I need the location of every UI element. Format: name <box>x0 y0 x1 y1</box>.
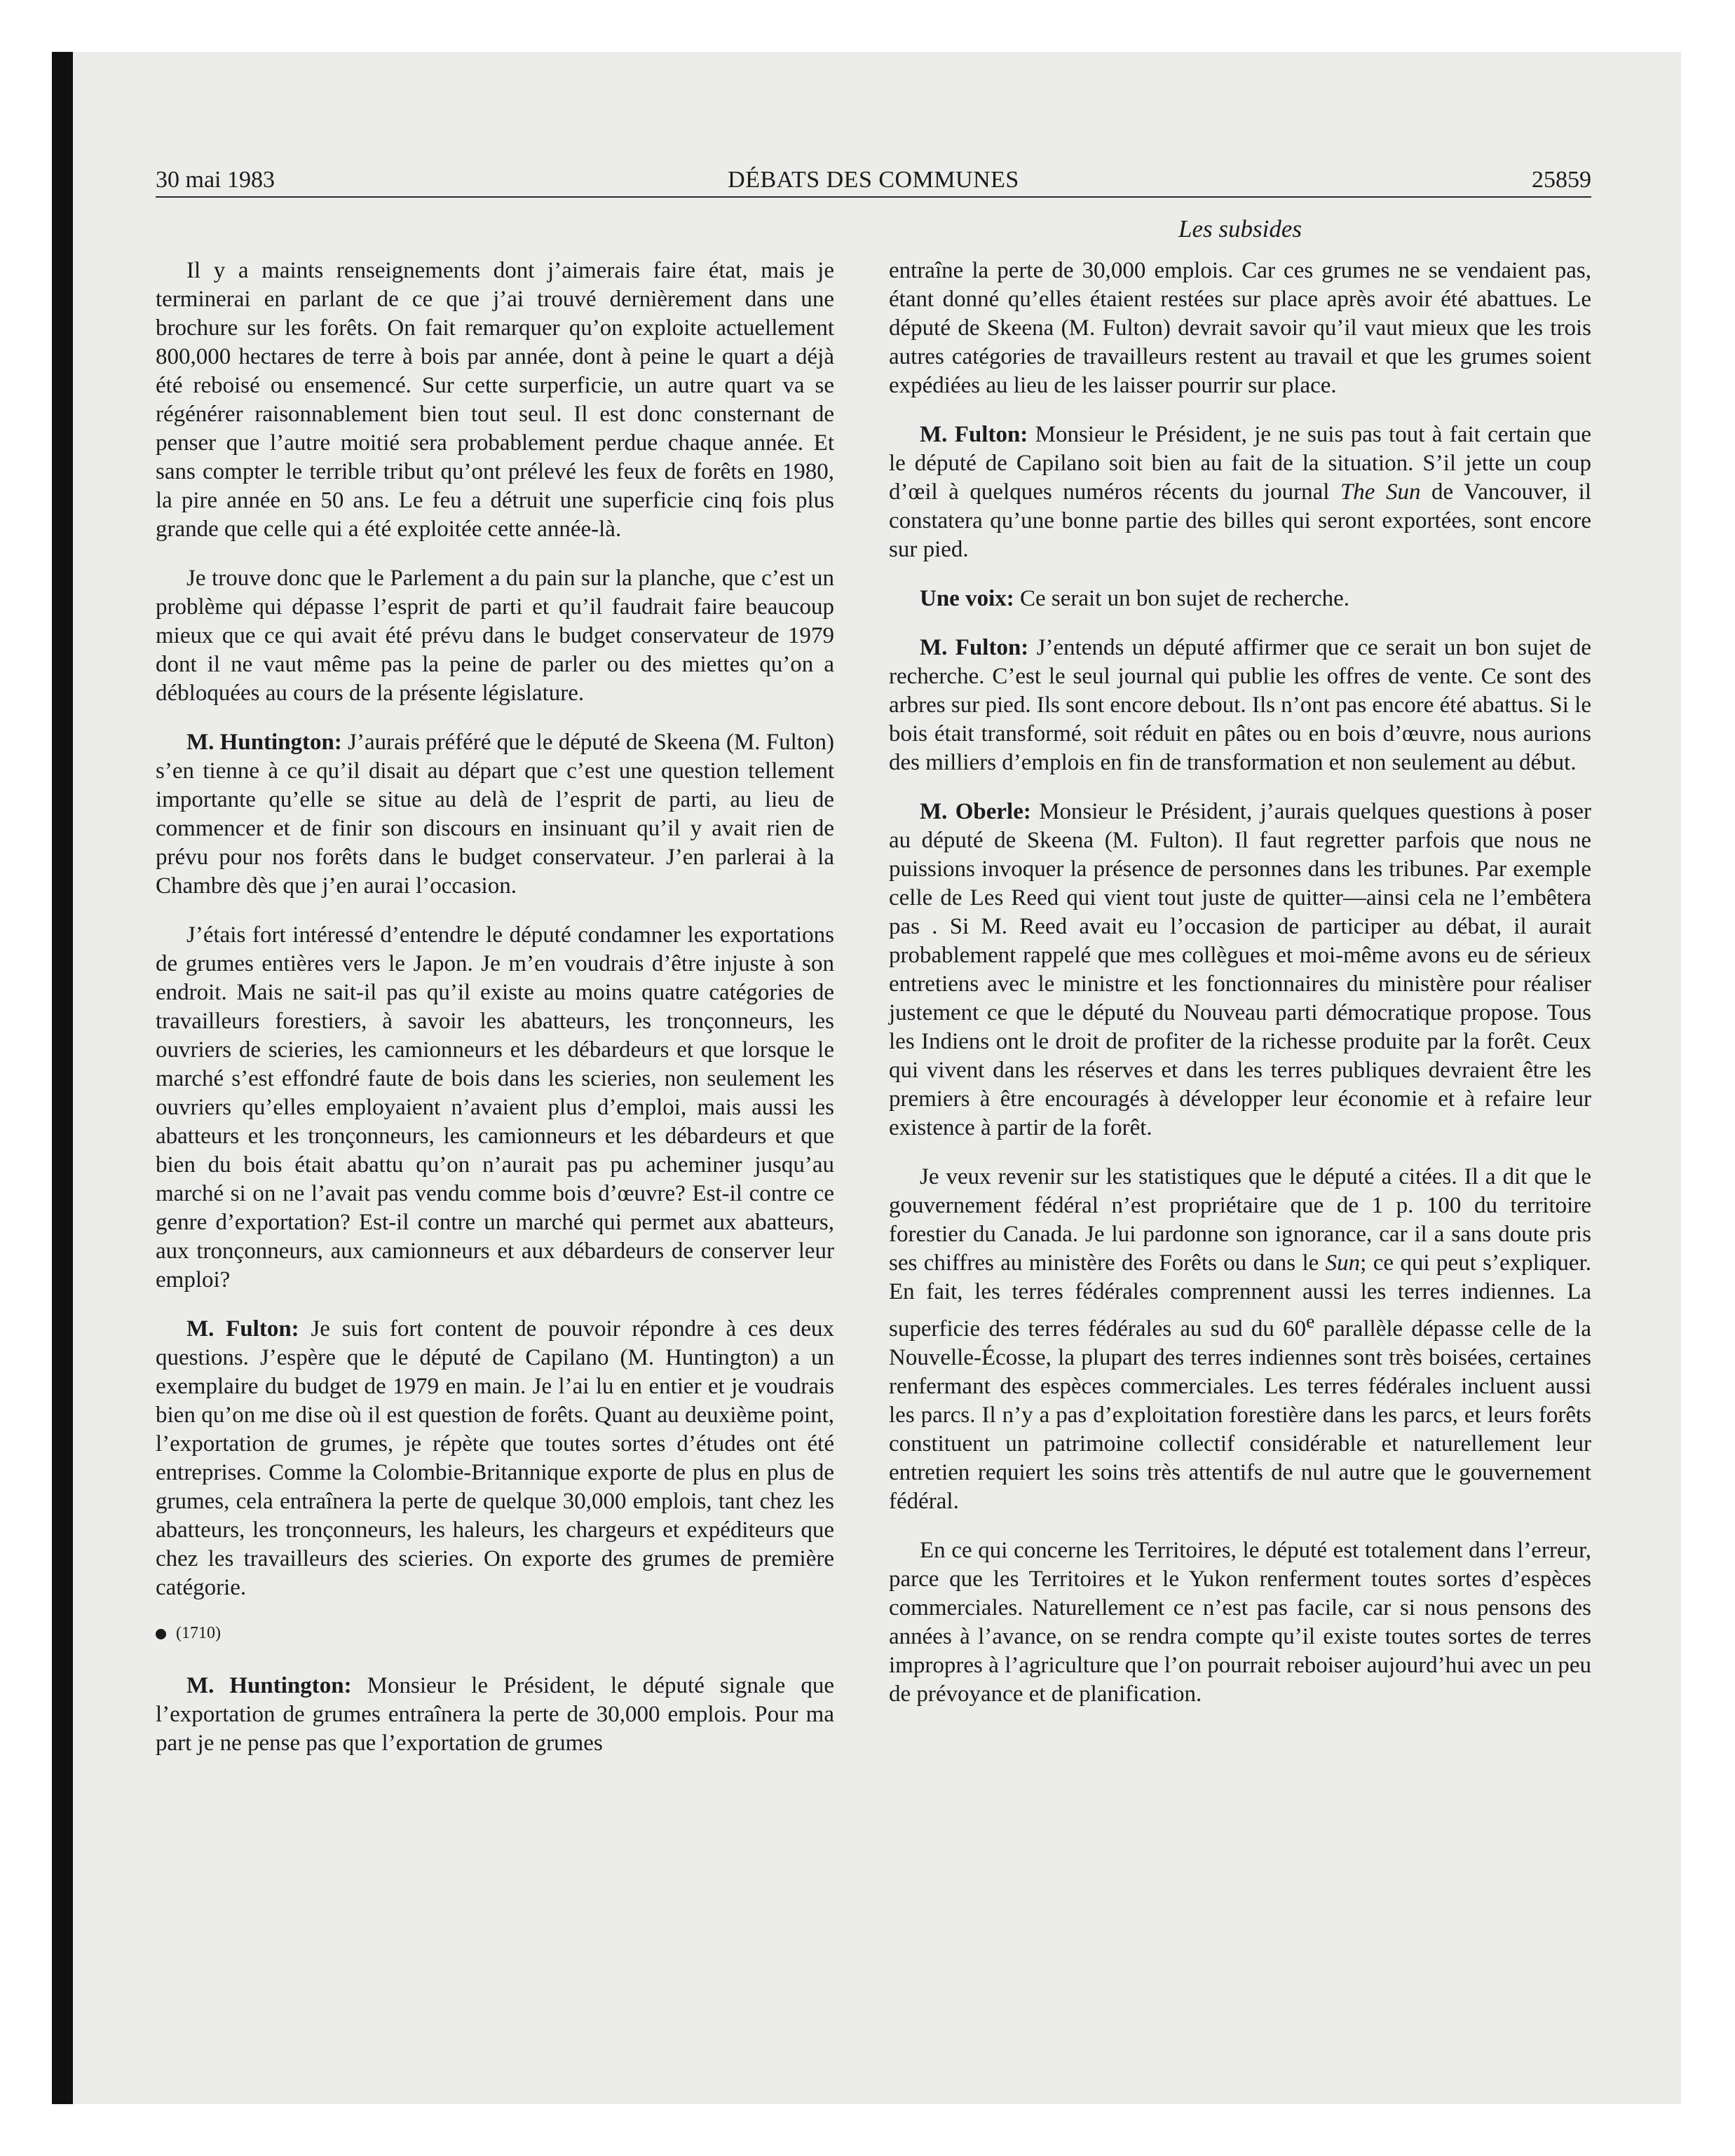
page-header <box>156 163 1591 198</box>
header-title: DÉBATS DES COMMUNES <box>728 167 1019 193</box>
speech-text: Je suis fort content de pouvoir répondre à ces deux questions. J’espère que le député de Capilano (M. Huntington) a un exemplaire du budget de 1979 en main. Je l’ai lu en entier et je voudrais bien qu’on me dise où il est question de forêts. Quant au deuxième point, l’exportation de grumes, je répète que toutes sortes d’études ont été entreprises. Comme la Colombie-Britannique exporte de plus en plus de grumes, cela entraînera la perte de quelque 30,000 emplois, tant chez les abatteurs, les tronçonneurs, les haleurs, les chargeurs et expéditeurs que chez les travailleurs des scieries. On exporte des grumes de première catégorie. <box>156 1316 834 1600</box>
header-page-number: 25859 <box>1532 167 1591 193</box>
paragraph <box>889 1163 1591 1516</box>
speech-paragraph <box>889 585 1591 613</box>
time-marker-label: (1710) <box>176 1624 221 1642</box>
speech-text: de Vancouver, il constatera qu’une bonne partie des billes qui seront exportées, sont encore sur pied. <box>889 479 1592 562</box>
newspaper-title: The Sun <box>1340 479 1421 505</box>
newspaper-title: Sun <box>1325 1250 1361 1276</box>
speaker-name: Une voix: <box>920 586 1014 611</box>
speaker-name: M. Huntington: <box>186 730 342 755</box>
right-column <box>889 257 1591 1729</box>
running-head: Les subsides <box>1178 215 1302 243</box>
speech-paragraph <box>889 634 1591 777</box>
speech-text: Monsieur le Président, je ne suis pas tout à fait certain que le député de Capilano soit bien au fait de la situation. S’il jette un coup d’œil à quelques numéros récents du journal <box>889 422 1591 505</box>
paragraph-continued: entraîne la perte de 30,000 emplois. Car ces grumes ne se vendaient pas, étant donné qu’elles étaient restées sur place après avoir été abattues. Le député de Skeena (M. Fulton) devrait savoir qu’il vaut mieux que les trois autres catégories de travailleurs restent au travail et que les grumes soient expédiées au lieu de les laisser pourrir sur place. <box>889 258 1591 398</box>
speech-text: Monsieur le Président, j’aurais quelques questions à poser au député de Skeena (M. Fulton). Il faut regretter parfois que nous ne puissions invoquer la présence de personnes dans les tribunes. Par exemple celle de Les Reed qui vient tout juste de quitter—ainsi cela ne l’embêtera pas . Si M. Reed avait eu l’occasion de participer au débat, il aurait probablement rappelé que mes collègues et moi-même avons eu de sérieux entretiens avec le ministre et les fonctionnaires du ministère pour réaliser justement ce que le député du Nouveau parti démocratique propose. Tous les Indiens ont le droit de profiter de la richesse produite par la forêt. Ceux qui vivent dans les réserves et dans les terres publiques devraient être les premiers à être encouragés à développer leur économie et à refaire leur existence à partir de la forêt. <box>889 799 1591 1140</box>
speech-paragraph <box>156 1315 834 1602</box>
speech-paragraph <box>889 798 1591 1142</box>
time-marker <box>156 1623 834 1644</box>
paragraph-text: ; ce qui peut s’expliquer. En fait, les terres fédérales comprennent aussi les terres indiennes. La superficie des terres fédérales au sud du 60 <box>889 1250 1591 1342</box>
speech-text: Ce serait un bon sujet de recherche. <box>1014 586 1350 611</box>
paragraph: J’étais fort intéressé d’entendre le député condamner les exportations de grumes entières vers le Japon. Je m’en voudrais d’être injuste à son endroit. Mais ne sait-il pas qu’il existe au moins quatre catégories de travailleurs forestiers, à savoir les abatteurs, les tronçonneurs, les ouvriers de scieries, les camionneurs et les débardeurs et que lorsque le marché s’est effondré faute de bois dans les scieries, non seulement les ouvriers qu’elles employaient n’avaient plus d’emploi, mais aussi les abatteurs et les tronçonneurs, les camionneurs et les débardeurs et que bien du bois était abattu qu’on n’aurait pas pu acheminer jusqu’au marché si on ne l’avait pas vendu comme bois d’œuvre? Est-il contre ce genre d’exportation? Est-il contre un marché qui permet aux abatteurs, aux tronçonneurs, aux camionneurs et aux débardeurs de conserver leur emploi? <box>156 922 834 1292</box>
paragraph-text: parallèle dépasse celle de la Nouvelle-Écosse, la plupart des terres indiennes sont très boisées, certaines renfermant des espèces commerciales. Les terres fédérales incluent aussi les parcs. Il n’y a pas d’exploitation forestière dans les parcs, et leurs forêts constituent un patrimoine collectif considérable et naturellement leur entretien requiert les soins très attentifs de nul autre que le gouvernement fédéral. <box>889 1316 1591 1514</box>
speech-paragraph <box>156 728 834 901</box>
speech-text: J’entends un député affirmer que ce serait un bon sujet de recherche. C’est le seul journal qui publie les offres de vente. Ce sont des arbres sur pied. Ils sont encore debout. Ils n’ont pas encore été abattus. Si le bois était transformé, soit réduit en pâtes ou en bois d’œuvre, nous aurions des milliers d’emplois en fin de transformation et non seulement au début. <box>889 635 1591 775</box>
bullet-icon <box>156 1629 166 1639</box>
header-date: 30 mai 1983 <box>156 167 275 193</box>
paragraph: Il y a maints renseignements dont j’aimerais faire état, mais je terminerai en parlant de ce que j’ai trouvé dernièrement dans une brochure sur les forêts. On fait remarquer qu’on exploite actuellement 800,000 hectares de terre à bois par année, dont à peine le quart a déjà été reboisé ou ensemencé. Sur cette surperficie, un autre quart va se régénérer raisonnablement bien tout seul. Il est donc consternant de penser que l’autre moitié sera probablement perdue chaque année. Et sans compter le terrible tribut qu’ont prélevé les feux de forêts en 1980, la pire année en 50 ans. Le feu a détruit une superficie cinq fois plus grande que celle qui a été exploitée cette année-là. <box>156 258 834 542</box>
speech-paragraph <box>889 421 1591 564</box>
speaker-name: M. Oberle: <box>920 799 1031 824</box>
speech-text: Monsieur le Président, le député signale que l’exportation de grumes entraînera la perte de 30,000 emplois. Pour ma part je ne pense pas que l’exportation de grumes <box>156 1673 834 1756</box>
header-rule <box>156 196 1591 198</box>
speech-paragraph <box>156 1672 834 1758</box>
speaker-name: M. Fulton: <box>186 1316 299 1342</box>
speaker-name: M. Fulton: <box>920 422 1028 447</box>
paragraph: Je trouve donc que le Parlement a du pain sur la planche, que c’est un problème qui dépasse l’esprit de parti et qu’il faudrait faire beaucoup mieux que ce qui avait été prévu dans le budget conservateur de 1979 dont il ne vaut même pas la peine de parler ou des miettes qu’on a débloquées au cours de la présente législature. <box>156 566 834 706</box>
paragraph: En ce qui concerne les Territoires, le député est totalement dans l’erreur, parce que les Territoires et le Yukon renferment toutes sortes d’espèces commerciales. Naturellement ce n’est pas facile, car si nous pensons des années à l’avance, on se rendra compte qu’il existe toutes sortes de terres impropres à l’agriculture que l’on pourrait reboiser aujourd’hui avec un peu de prévoyance et de planification. <box>889 1538 1591 1707</box>
binding-edge <box>52 52 73 2104</box>
ordinal-superscript: e <box>1306 1310 1315 1332</box>
speaker-name: M. Fulton: <box>920 635 1029 660</box>
paragraph-text: Je veux revenir sur les statistiques que le député a citées. Il a dit que le gouvernement fédéral n’est propriétaire que de 1 p. 100 du territoire forestier du Canada. Je lui pardonne son ignorance, car il a sans doute pris ses chiffres au ministère des Forêts ou dans le <box>889 1164 1591 1276</box>
left-column <box>156 257 834 1778</box>
speaker-name: M. Huntington: <box>186 1673 352 1698</box>
speech-text: J’aurais préféré que le député de Skeena (M. Fulton) s’en tienne à ce qu’il disait au départ que c’est une question tellement importante qu’elle se situe au delà de l’esprit de parti, au lieu de commencer et de finir son discours en insinuant qu’il y avait rien de prévu pour nos forêts dans le budget conservateur. J’en parlerai à la Chambre dès que j’en aurai l’occasion. <box>156 730 834 899</box>
